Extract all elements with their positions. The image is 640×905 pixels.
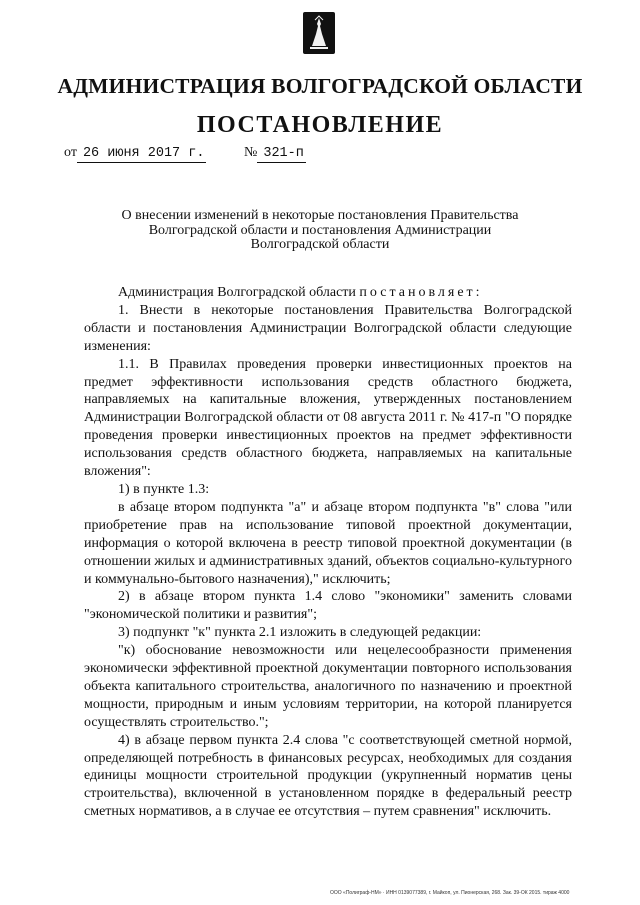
body-paragraph: 4) в абзаце первом пункта 2.4 слова "с соответствующей сметной нормой, определяющей потребность в финансовых ресурсах, необходимых для создания единицы мощности строительной продукции (укрупненный норматив цены строительства), включенной в установленном порядке в федеральный реестр сметных нормативов, а в случае ее отсутствия – путем сравнения" исключить. [84,732,572,820]
document-date [64,145,206,163]
document-subject [100,209,540,253]
body-paragraph: 1.1. В Правилах проведения проверки инвестиционных проектов на предмет эффективности использования средств областного бюджета, направляемых на капитальные вложения, утвержденных постановлением Администрации Волгоградской области от 08 августа 2011 г. № 417-п "О порядке проведения проверки инвестиционных проектов на предмет эффективности использования средств областного бюджета, направляемых на капитальные вложения": [84,356,572,480]
subject-line: Волгоградской области и постановления Администрации [148,222,492,238]
intro-paragraph [84,284,572,302]
subject-line: Волгоградской области [250,237,390,252]
document-number [244,145,306,163]
intro-subject: Администрация Волгоградской области [118,285,356,300]
volgograd-coat-of-arms-icon [303,12,335,54]
document-body [84,284,572,821]
subject-line: О внесении изменений в некоторые постановления Правительства [121,208,519,223]
intro-verb: постановляет: [359,285,483,300]
body-paragraph: в абзаце втором подпункта "а" и абзаце втором подпункта "в" слова "или приобретение прав на использование типовой проектной документации, информация о которой включена в реестр типовой проектной документации (в отношении жилых и административных зданий, объектов социально-культурного и коммунально-бытового назначения)," исключить; [84,499,572,587]
body-paragraph: 1. Внести в некоторые постановления Правительства Волгоградской области и постановления Администрации Волгоградской области следующие изменения: [84,302,572,354]
print-footer: ООО «Полиграф-НМ» · ИНН 0139077389, г. Майкоп, ул. Пионерская, 268. Зак. 39-ОК 2015. тираж 4000 [330,890,570,896]
number-value: 321-п [257,146,306,163]
body-paragraph: 3) подпункт "к" пункта 2.1 изложить в следующей редакции: [118,625,482,641]
body-paragraph: 2) в абзаце втором пункта 1.4 слово "экономики" заменить словами "экономической политики и развития"; [84,589,572,623]
body-paragraph: 1) в пункте 1.3: [118,481,210,497]
document-type-title: ПОСТАНОВЛЕНИЕ [196,112,444,138]
number-prefix: № [244,145,258,160]
date-value: 26 июня 2017 г. [77,146,207,163]
organization-title: АДМИНИСТРАЦИЯ ВОЛГОГРАДСКОЙ ОБЛАСТИ [57,74,583,98]
date-prefix: от [64,145,77,160]
body-paragraph: "к) обоснование невозможности или нецелесообразности применения экономически эффективной проектной документации повторного использования объекта капитального строительства, аналогичного по назначению и проектной мощности, природным и иным условиям территории, на которой планируется осуществлять строительство."; [84,643,572,730]
